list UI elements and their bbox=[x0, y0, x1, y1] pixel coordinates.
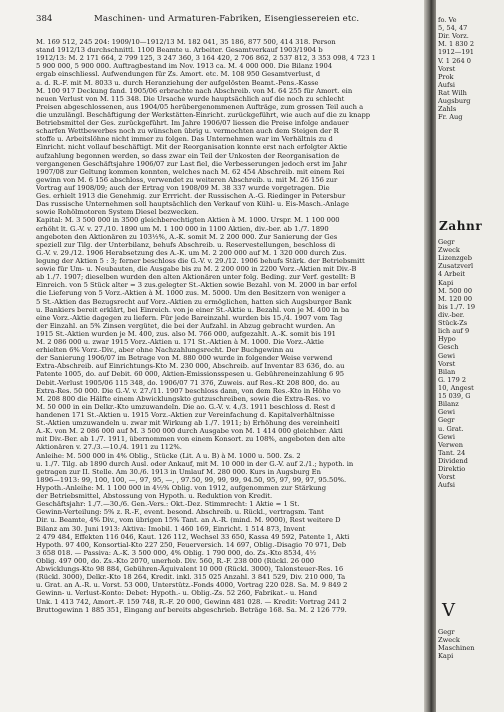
text-line: Hypo bbox=[438, 335, 456, 344]
text-line: Direktio bbox=[438, 465, 466, 474]
text-line: Gewi bbox=[438, 432, 455, 441]
text-line: Rat Wilh bbox=[438, 88, 467, 97]
section-initial: V bbox=[442, 600, 455, 621]
text-line: handenen 171 St.-Aktien u. 1915 Vorz.-Aktien zur Vereinfachung d. Kapitalverhältnisse bbox=[36, 411, 335, 420]
text-line: u. 1./7. Tilg. ab 1890 durch Ausl. oder Ankauf, mit M. 10 000 in der G.-V. auf 2./1.; hypoth. in bbox=[36, 459, 354, 468]
text-line: Vorst bbox=[438, 64, 456, 73]
text-line: M. 1 830 2 bbox=[438, 40, 475, 49]
text-line: stoffe u. Arbeitslöhne nicht immer zu folgen. Das Unternehmen war im Verhältnis zu d bbox=[36, 135, 333, 144]
text-line: Gegr bbox=[438, 628, 455, 636]
book-gutter bbox=[424, 0, 436, 712]
text-line: bis 1./7. 19 bbox=[438, 302, 476, 311]
text-line: Aufsi bbox=[438, 481, 455, 490]
text-line: vergangenen Geschäftsjahre 1906/07 zur Last fiel, die Verbesserungen jedoch erst im Jahr bbox=[36, 159, 347, 168]
text-line: legung der Aktien 5 : 3; ferner beschloss die G.-V. v. 29./12. 1906 behufs Stärk. der Betriebsmitt bbox=[36, 256, 365, 265]
right-column-middle bbox=[438, 238, 504, 489]
text-line: Dir. Vorz. bbox=[438, 32, 469, 41]
right-column-top bbox=[438, 16, 504, 121]
text-line: Tant. 24 bbox=[438, 448, 466, 457]
text-line: sowie Rohölmotoren System Diesel bezwecken. bbox=[36, 208, 199, 217]
text-line: Geschäftsjahr: 1./7.—30./6. Gen.-Vers.: Okt.-Dez. Stimmrecht: 1 Aktie = 1 St. bbox=[36, 500, 300, 509]
text-line: sowie für Um- u. Neubauten, die Ausgabe bis zu M. 2 200 000 in 2200 Vorz.-Aktien mit Div.-B bbox=[36, 265, 357, 274]
text-line: 1915 St.-Aktien wurden je M. 400, zus. also M. 766 000, aufgezahlt. A.-K. somit bis 191 bbox=[36, 329, 336, 338]
text-line: stand 1912/13 durchschnittl. 1100 Beamte u. Arbeiter. Gesamtverkauf 1903/1904 b bbox=[36, 46, 323, 55]
section-heading: Zahnr bbox=[439, 219, 483, 233]
text-line: Augsburg bbox=[438, 97, 471, 106]
text-line: Gegr bbox=[438, 416, 455, 425]
text-line: Hypoth. 97 400, Konsortial-Kto 227 250, Feuerversich. 14 697, Oblig.-Disagio 70 971, Deb bbox=[36, 540, 347, 549]
text-line: Einricht. nicht vollauf beschäftigt. Mit der Reorganisation konnte erst nach erfolgter Aktie bbox=[36, 143, 348, 152]
text-line: Extra-Res. 50 000. Die G.-V. v. 27./11. 1907 beschloss dann, von dem Res.-Kto in Höhe vo bbox=[36, 386, 341, 395]
text-line: 15 039, G bbox=[438, 392, 471, 401]
text-line: Stück-Zs bbox=[438, 319, 468, 328]
text-line: M. 169 512, 245 204: 1909/10—1912/13 M. 182 041, 35 186, 877 500, 414 318. Person bbox=[36, 38, 336, 46]
text-line: Kapi bbox=[438, 278, 454, 287]
text-line: Kapi bbox=[438, 652, 454, 661]
text-line: Dividend bbox=[438, 456, 468, 465]
text-line: 10, Angest bbox=[438, 383, 474, 392]
text-line: Lizenzgeb bbox=[438, 254, 472, 263]
text-line: 1912—191 bbox=[438, 48, 474, 57]
text-line: Gesch bbox=[438, 343, 459, 352]
text-line: Abwicklungs-Kto 98 884, Gebühren-Äquivalent 10 000 (Rückl. 3000), Talonsteuer-Res. 16 bbox=[36, 565, 344, 574]
text-line: V. 1 264 0 bbox=[438, 56, 471, 65]
text-line: getragen zur II. Stelle. Am 30./6. 1913 in Umlauf M. 280 000. Kurs in Augsburg En bbox=[36, 467, 321, 476]
text-line: erhielten 6% Vorz.-Div., aber ohne Nachzahlungsrecht. Der Buchgewinn au bbox=[36, 346, 294, 355]
text-line: 4 Arbeit bbox=[438, 270, 466, 279]
text-line: lich auf 9 bbox=[438, 327, 470, 336]
text-line: Gewinn-Verteilung: 5% z. R.-F., event. besond. Abschreib. u. Rückl., vertragsm. Tant bbox=[36, 508, 324, 517]
text-line: u. Grat. bbox=[438, 424, 464, 433]
text-line: A.-K. von M. 2 086 000 auf M. 3 500 000 durch Ausgabe von M. 1 414 000 gleichber. Akti bbox=[36, 427, 343, 436]
text-line: Bilanz bbox=[438, 400, 459, 409]
page-number: 384 bbox=[36, 14, 53, 24]
text-line: 5 900 000, 5 900 000. Auftragbestand im Nov. 1913 ca. M. 4 000 000. Die Bilanz 1904 bbox=[36, 62, 333, 71]
text-line: Zahls bbox=[438, 105, 457, 114]
text-line: Bilan bbox=[438, 367, 456, 376]
text-line: Unk. 1 413 742, Amort.-F. 159 748, R.-F. 20 000, Gewinn 481 028. — Kredit: Vortrag 241 2 bbox=[36, 597, 347, 606]
text-line: scharfen Wettbewerbes noch zu wünschen übrig u. vermochten auch dem Steigen der R bbox=[36, 127, 339, 136]
text-line: Vortrag auf 1908/09; auch der Ertrag von 1908/09 M. 38 337 wurde vorgetragen. Die bbox=[36, 183, 330, 192]
text-line: Aktionären v. 27./3.—10./4. 1911 zu 112%. bbox=[36, 443, 182, 452]
text-line: M. 208 800 die Hälfte einem Abwicklungskto gutzuschreiben, sowie die Extra-Res. vo bbox=[36, 394, 331, 403]
text-line: (Rückl. 3000), Delkr.-Kto 18 264, Kredit. inkl. 315 025 Anzahl. 3 841 529, Div. 210 000, Ta bbox=[36, 573, 346, 582]
text-line: erhöht lt. G.-V. v. 27./10. 1890 um M. 1 100 000 in 1100 Aktien, div.-ber. ab 1./7. 1890 bbox=[36, 224, 329, 233]
text-line: M. 120 00 bbox=[438, 294, 473, 303]
text-line: Zusatzverl bbox=[438, 262, 474, 271]
text-line: St.-Aktien umzuwandeln u. zwar mit Wirkung ab 1./7. 1911; b) Erhöhung des vereinheitl bbox=[36, 419, 340, 428]
text-line: Aufsi bbox=[438, 80, 455, 89]
text-line: die unzulängl. Beschäftigung der Werkstätten-Einricht. zurückgeführt, wie auch auf die zu knapp bbox=[36, 110, 371, 119]
text-line: eine Vorz.-Aktie dagegen zu liefern. Für jede Bareinzahl. wurden bis 15./4. 1907 vom Tag bbox=[36, 313, 343, 322]
text-line: M. 500 00 bbox=[438, 286, 473, 295]
text-line: G. 179 2 bbox=[438, 375, 467, 384]
text-line: 1896—1913: 99, 100, 100, —, 97, 95, —, , 97.50, 99, 99, 99, 94.50, 95, 97, 99, 97, 95.50%. bbox=[36, 475, 347, 484]
text-line: Preisen abgeschlossenen, aus 1904/05 herübergenommenen Aufträge, zum grossen Teil auch a bbox=[36, 102, 364, 111]
article-body bbox=[36, 38, 420, 704]
text-line: Gegr bbox=[438, 238, 455, 246]
text-line: Patente 1005, do. auf Debit. 60 000, Aktien-Emissionsspesen u. Gebühreneinzahlung 6 95 bbox=[36, 370, 345, 379]
text-line: Zweck bbox=[438, 246, 460, 255]
text-line: Ges. erhielt 1913 die Genehmig. zur Errricht. der Russischen A.-G. Riedinger in Petersbur bbox=[36, 192, 346, 201]
text-line: der Einzahl. an 5% Zinsen vergütet, die bei der Aufzahl. in Abzug gebracht wurden. An bbox=[36, 321, 336, 330]
text-line: Maschinen bbox=[438, 644, 475, 653]
book-page-right-edge bbox=[436, 0, 504, 712]
text-line: 5, 54, 47 bbox=[438, 24, 468, 33]
text-line: gewinn von M. 6 156 abschloss, verwendet zu weiteren Abschreib. u. mit M. 26 156 zur bbox=[36, 175, 338, 184]
text-line: Vorst bbox=[438, 359, 456, 368]
text-line: u. Grat. an A.-R. u. Vorst. 53 000, Unterstütz.-Fonds 4000, Vortrag 220 028. Sa. M. 9 849 2 bbox=[36, 581, 348, 590]
text-line: G.-V. v. 29./12. 1906 Herabsetzung des A.-K. um M. 2 200 000 auf M. 1 320 000 durch Zus. bbox=[36, 248, 347, 257]
text-line: 2 479 484, Effekten 116 046, Kaut. 126 112, Wechsel 33 650, Kassa 49 592, Patente 1, Akti bbox=[36, 532, 350, 541]
text-line: aufzahlung begonnen werden, so dass zwar ein Teil der Unkosten der Reorganisation de bbox=[36, 151, 340, 160]
text-line: Fr. Aug bbox=[438, 113, 463, 122]
text-line: der Betriebsmittel, Abstossung von Hypoth. u. Reduktion von Kredit. bbox=[36, 492, 273, 501]
text-line: Debit.-Verlust 1905/06 115 348, do. 1906/07 71 376, Zuweis. auf Res.-Kt 208 800, do. au bbox=[36, 378, 340, 387]
text-line: Kapital: M. 3 500 000 in 3500 gleichberechtigten Aktien à M. 1000. Urspr. M. 1 100 000 bbox=[36, 216, 340, 225]
text-line: Prok bbox=[438, 72, 454, 81]
text-line: Bilanz am 30. Juni 1913: Aktiva: Imobil. 1 460 169, Einricht. 1 514 873, Invent bbox=[36, 524, 306, 533]
text-line: Gewi bbox=[438, 351, 455, 360]
text-line: M. 2 086 000 u. zwar 1915 Vorz.-Aktien u. 171 St.-Aktien à M. 1000. Die Vorz.-Aktie bbox=[36, 338, 324, 347]
text-line: Zweck bbox=[438, 636, 460, 645]
text-line: 3 658 018. — Passiva: A.-K. 3 500 000, 4% Oblig. 1 790 000, do. Zs.-Kto 8534, 4½ bbox=[36, 548, 317, 557]
text-line: 1912/13: M. 2 171 664, 2 799 125, 3 247 360, 3 164 420, 2 706 862, 2 537 812, 3 353 098, 4 723 1 bbox=[36, 54, 376, 63]
page-header bbox=[36, 14, 424, 28]
text-line: die Lieferung von 5 Vorz.-Aktien à M. 1000 zus. M. 5000. Um den Besitzern von weniger a bbox=[36, 289, 346, 298]
text-line: Einreich. von 5 Stück alter = 3 zus.gelegter St.-Aktien sowie Bezahl. von M. 2000 in bar erfol bbox=[36, 281, 357, 290]
text-line: Gewi bbox=[438, 408, 455, 417]
running-title: Maschinen- und Armaturen-Fabriken, Eisengiessereien etc. bbox=[94, 14, 360, 24]
text-line: Extra-Abschreib. auf Einrichtungs-Kto M. 230 000, Abschreib. auf Inventar 83 636, do. au bbox=[36, 362, 345, 371]
text-line: Oblig. 497 000, do. Zs.-Kto 2070, unerhob. Div. 560, R.-F. 238 000 (Rückl. 26 000 bbox=[36, 557, 315, 565]
text-line: Betriebsmittel der Ges. zurückgeführt. Im Jahre 1906/07 liessen die Preise infolge andauer bbox=[36, 119, 349, 128]
text-line: M. 100 917 Deckung fand. 1905/06 erbrachte nach Abschreib. von M. 64 255 für Amort. ein bbox=[36, 86, 353, 95]
text-line: div.-ber. bbox=[438, 310, 465, 319]
text-line: Hypoth.-Anleihe: M. 1 100 000 in 4½% Oblig. von 1912, aufgenommen zur Stärkung bbox=[36, 484, 327, 493]
text-line: 5 St.-Aktien das Bezugsrecht auf Vorz.-Aktien zu ermöglichen, hatten sich Augsburger Bank bbox=[36, 297, 352, 306]
right-column-bottom bbox=[438, 628, 504, 660]
text-line: Verwen bbox=[438, 440, 464, 449]
text-line: Bruttogewinn 1 885 351, Eingang auf bereits abgeschrieb. Beträge 168. Sa. M. 2 126 779. bbox=[36, 605, 347, 614]
text-line: u. Bankiers bereit erklärt, bei Einreich. von je einer St.-Aktie u. Bezahl. von je M. 400 in ba bbox=[36, 305, 350, 314]
text-line: M. 50 000 in ein Delkr.-Kto umzuwandeln. Die ao. G.-V. v. 4./3. 1911 beschloss d. Rest d bbox=[36, 402, 336, 411]
text-line: Das russische Unternehmen soll hauptsächlich den Verkauf von Kühl- u. Eis-Masch.-Anlage bbox=[36, 200, 350, 209]
text-line: speziell zur Tilg. der Unterbilanz, behufs Abschreib. u. Reservestellungen, beschloss di bbox=[36, 240, 336, 249]
text-line: Dir. u. Beamte, 4% Div., vom übrigen 15% Tant. an A.-R. (mind. M. 9000), Rest weitere D bbox=[36, 516, 341, 525]
text-line: angeboten den Aktionären zu 103⅓%, A.-K. somit M. 2 200 000. Zur Sanierung der Ges bbox=[36, 232, 338, 241]
text-line: neuen Verlust von M. 115 348. Die Ursache wurde hauptsächlich auf die noch zu schlecht bbox=[36, 94, 345, 103]
text-line: Vorst bbox=[438, 473, 456, 482]
text-line: Anleihe: M. 500 000 in 4% Oblig., Stücke (Lit. A u. B) à M. 1000 u. 500. Zs. 2 bbox=[36, 451, 301, 460]
text-line: Gewinn- u. Verlust-Konto: Debet: Hypoth.- u. Oblig.-Zs. 52 260, Fabrikat.- u. Hand bbox=[36, 589, 318, 598]
text-line: a. d. R.-F. mit M. 8033 u. durch Heranziehung der aufgelösten Beamt.-Pens.-Kasse bbox=[36, 78, 319, 87]
text-line: fo. Ve bbox=[438, 16, 457, 24]
text-line: ab 1./7. 1907; dieselben wurden den alten Aktionären unter folg. Beding. zur Verf. gestellt: B bbox=[36, 273, 356, 282]
text-line: der Sanierung 1906/07 im Betrage von M. 880 000 wurde in folgender Weise verwend bbox=[36, 354, 333, 363]
text-line: mit Div.-Ber. ab 1./7. 1911, übernommen von einem Konsort. zu 108%, angeboten den alte bbox=[36, 435, 346, 444]
text-line: 1907/08 zur Geltung kommen konnten, welches nach M. 62 454 Abschreib. mit einem Rei bbox=[36, 167, 345, 176]
text-line: ergab einschliessl. Aufwendungen für Zs. Amort. etc. M. 108 950 Gesamtverlust, d bbox=[36, 70, 321, 79]
